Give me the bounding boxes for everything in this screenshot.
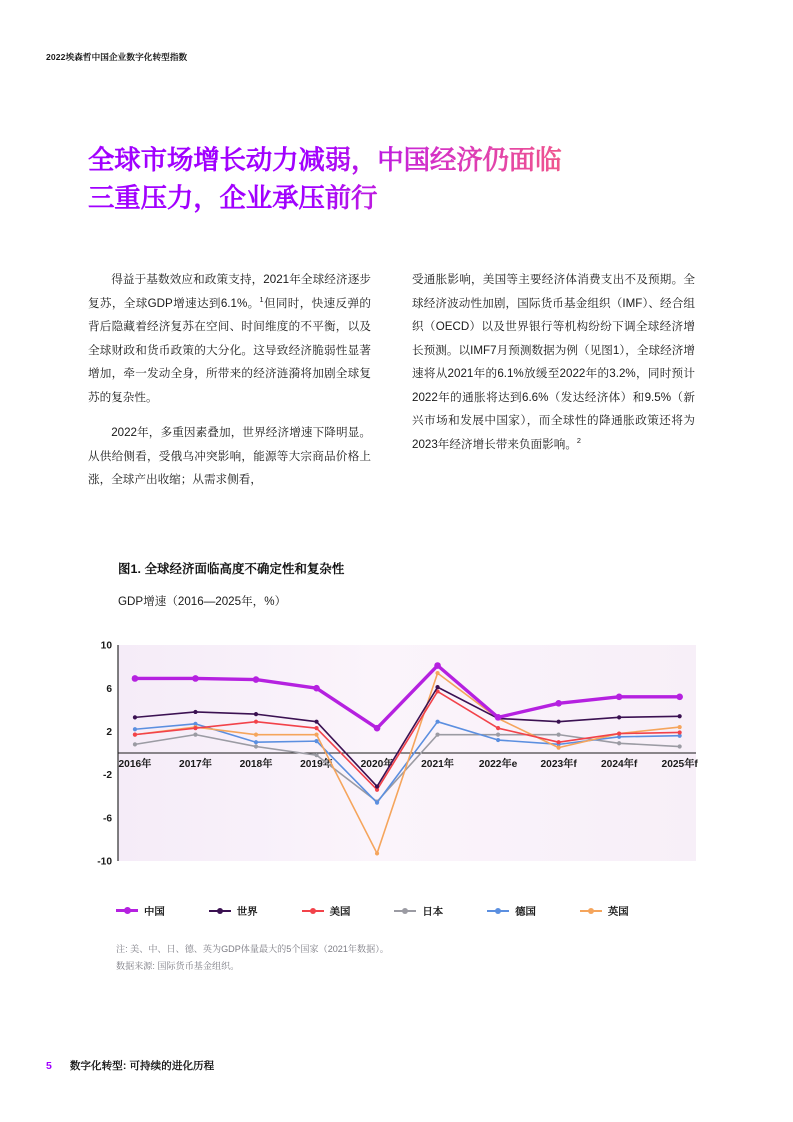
legend-swatch-icon bbox=[116, 906, 138, 916]
footer-title: 数字化转型: 可持续的进化历程 bbox=[69, 1060, 215, 1072]
chart-data-point bbox=[314, 726, 318, 730]
legend-item-label: 美国 bbox=[329, 907, 351, 918]
legend-item-label: 德国 bbox=[515, 907, 536, 918]
legend-item[interactable] bbox=[209, 903, 258, 918]
chart-data-point bbox=[193, 726, 197, 730]
body-column-right bbox=[412, 268, 695, 468]
chart-data-point bbox=[193, 710, 197, 714]
chart-data-point bbox=[616, 694, 623, 701]
chart-y-tick-label: -6 bbox=[102, 813, 112, 825]
chart-x-tick-label: 2025年f bbox=[661, 759, 698, 770]
chart-data-point bbox=[678, 725, 682, 729]
chart-data-point bbox=[435, 685, 439, 689]
paragraph-left-1-text: 得益于基数效应和政策支持，2021年全球经济逐步复苏，全球GDP增速达到6.1%。 bbox=[88, 273, 371, 310]
chart-data-point bbox=[254, 733, 258, 737]
chart-data-point bbox=[254, 744, 258, 748]
legend-item[interactable] bbox=[116, 903, 165, 918]
chart-data-point bbox=[555, 700, 562, 707]
chart-data-point bbox=[496, 738, 500, 742]
legend-item[interactable] bbox=[580, 903, 629, 918]
footnote-marker-2: 2 bbox=[576, 435, 581, 445]
chart-x-tick-label: 2017年 bbox=[179, 759, 212, 770]
paragraph-left-2: 2022年，多重因素叠加，世界经济增速下降明显。从供给侧看，受俄乌冲突影响，能源等大宗商品价格上涨，全球产出收缩；从需求侧看， bbox=[88, 426, 371, 487]
chart-data-point bbox=[434, 662, 441, 669]
chart-data-point bbox=[496, 733, 500, 737]
line-chart bbox=[88, 636, 700, 876]
chart-y-tick-label: 6 bbox=[106, 683, 112, 695]
footnote-marker-1: 1 bbox=[259, 294, 264, 304]
legend-item[interactable] bbox=[487, 903, 536, 918]
page-footer bbox=[46, 1058, 214, 1073]
figure-subtitle: GDP增速（2016—2025年，%） bbox=[118, 595, 287, 608]
figure-note-1: 注: 美、中、日、德、英为GDP体量最大的5个国家（2021年数据）。 bbox=[116, 944, 389, 954]
chart-data-point bbox=[435, 720, 439, 724]
legend-swatch-icon bbox=[209, 906, 231, 916]
chart-data-point bbox=[254, 712, 258, 716]
chart-data-point bbox=[313, 685, 320, 692]
legend-item-label: 日本 bbox=[422, 907, 444, 918]
legend-swatch-icon bbox=[394, 906, 416, 916]
chart-canvas bbox=[88, 636, 700, 876]
page-number: 5 bbox=[46, 1060, 52, 1072]
chart-data-point bbox=[314, 753, 318, 757]
chart-data-point bbox=[192, 675, 199, 682]
chart-data-point bbox=[375, 784, 379, 788]
chart-x-tick-label: 2018年 bbox=[239, 759, 273, 770]
legend-swatch-icon bbox=[580, 906, 602, 916]
chart-data-point bbox=[133, 727, 137, 731]
chart-data-point bbox=[193, 733, 197, 737]
chart-data-point bbox=[375, 801, 379, 805]
running-header: 2022埃森哲中国企业数字化转型指数 bbox=[46, 52, 188, 62]
chart-data-point bbox=[374, 725, 381, 732]
chart-legend bbox=[116, 903, 629, 918]
chart-data-point bbox=[375, 851, 379, 855]
chart-x-tick-label: 2022年e bbox=[478, 759, 518, 770]
legend-item-label: 中国 bbox=[144, 907, 165, 918]
chart-data-point bbox=[617, 741, 621, 745]
chart-data-point bbox=[314, 720, 318, 724]
chart-data-point bbox=[496, 726, 500, 730]
figure-note-2: 数据来源: 国际货币基金组织。 bbox=[116, 960, 240, 971]
paragraph-left-1 bbox=[88, 268, 371, 409]
chart-data-point bbox=[132, 675, 139, 682]
chart-y-tick-label: -10 bbox=[97, 856, 112, 868]
legend-swatch-icon bbox=[302, 906, 324, 916]
chart-data-point bbox=[676, 694, 683, 701]
chart-data-point bbox=[435, 671, 439, 675]
figure-notes bbox=[116, 941, 389, 975]
figure-title: 图1. 全球经济面临高度不确定性和复杂性 bbox=[118, 562, 345, 576]
chart-data-point bbox=[557, 740, 561, 744]
chart-x-tick-label: 2024年f bbox=[601, 759, 638, 770]
chart-x-tick-label: 2021年 bbox=[421, 759, 454, 770]
chart-data-point bbox=[314, 733, 318, 737]
chart-y-tick-label: 10 bbox=[100, 640, 112, 652]
chart-data-point bbox=[617, 731, 621, 735]
chart-data-point bbox=[678, 744, 682, 748]
chart-data-point bbox=[617, 715, 621, 719]
chart-data-point bbox=[133, 715, 137, 719]
page-title-line-2: 三重压力，企业承压前行 bbox=[88, 182, 378, 213]
chart-data-point bbox=[133, 733, 137, 737]
legend-item[interactable] bbox=[302, 903, 351, 918]
chart-data-point bbox=[435, 733, 439, 737]
chart-x-tick-label: 2020年 bbox=[360, 759, 394, 770]
chart-data-point bbox=[495, 714, 502, 721]
chart-y-tick-label: 2 bbox=[106, 727, 112, 738]
chart-data-point bbox=[254, 720, 258, 724]
paragraph-right-1 bbox=[412, 268, 695, 456]
legend-item-label: 英国 bbox=[607, 907, 629, 918]
chart-data-point bbox=[254, 740, 258, 744]
page-title bbox=[88, 142, 708, 218]
chart-data-point bbox=[133, 742, 137, 746]
paragraph-left-1-cont: 但同时，快速反弹的背后隐藏着经济复苏在空间、时间维度的不平衡，以及全球财政和货币政策的大分化。这导致经济脆弱性显著增加，牵一发动全身，所带来的经济涟漪将加剧全球复苏的复杂性。 bbox=[88, 296, 371, 404]
paragraph-right-1-text: 受通胀影响，美国等主要经济体消费支出不及预期。全球经济波动性加剧，国际货币基金组织（IMF）、经合组织（OECD）以及世界银行等机构纷纷下调全球经济增长预测。以IMF7月预测数据为例（见图1），全球经济增速将从2021年的6.1%放缓至2022年的3.2%，同时预计2022年的通胀将达到6.6%（发达经济体）和9.5%（新兴市场和发展中国家），而全球性的降通胀政策还将为2023年经济增长带来负面影响。 bbox=[412, 273, 695, 451]
chart-data-point bbox=[557, 746, 561, 750]
chart-x-tick-label: 2016年 bbox=[118, 759, 152, 770]
chart-data-point bbox=[314, 739, 318, 743]
chart-y-tick-label: -2 bbox=[102, 770, 112, 782]
chart-data-point bbox=[678, 730, 682, 734]
chart-data-point bbox=[557, 733, 561, 737]
legend-item-label: 世界 bbox=[236, 907, 258, 918]
legend-item[interactable] bbox=[394, 903, 443, 918]
legend-swatch-icon bbox=[487, 906, 509, 916]
page-title-line-1: 全球市场增长动力减弱，中国经济仍面临 bbox=[88, 145, 562, 175]
chart-data-point bbox=[253, 676, 260, 683]
chart-data-point bbox=[678, 714, 682, 718]
chart-x-tick-label: 2023年f bbox=[540, 759, 577, 770]
chart-data-point bbox=[557, 720, 561, 724]
chart-x-tick-label: 2019年 bbox=[300, 759, 333, 770]
body-column-left bbox=[88, 268, 371, 504]
